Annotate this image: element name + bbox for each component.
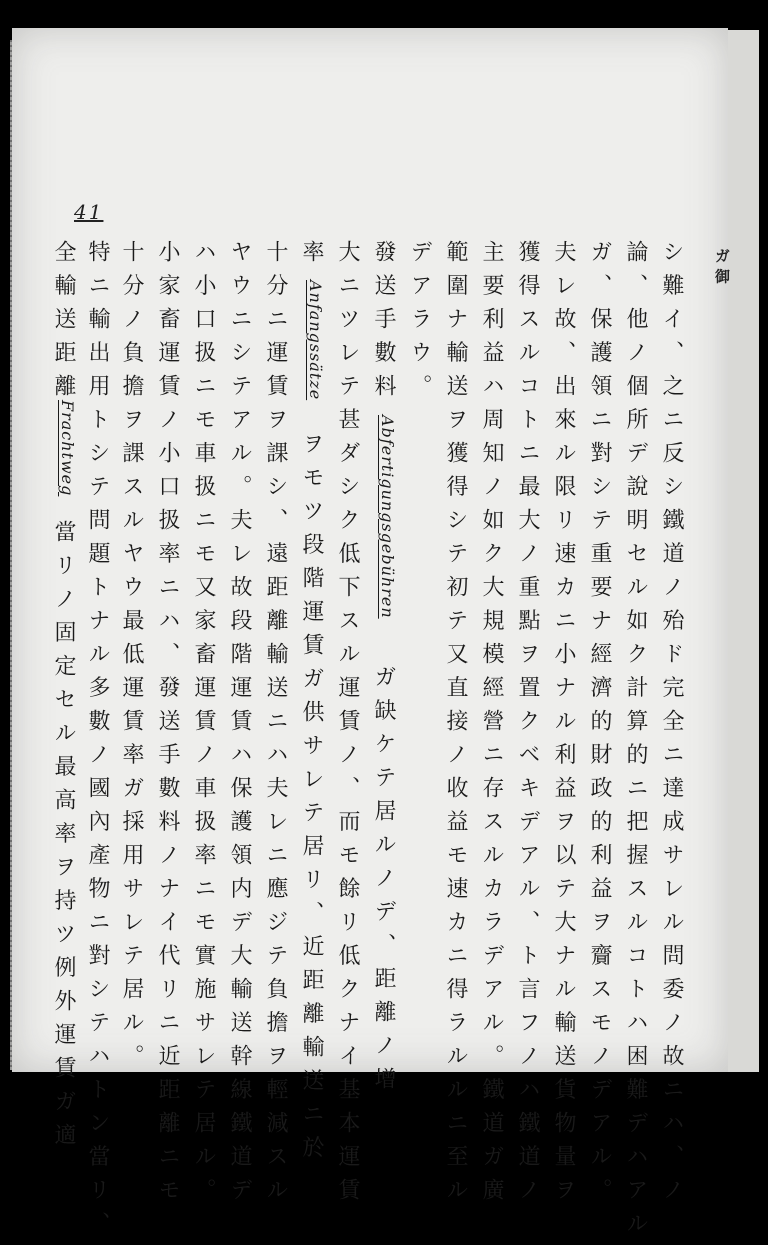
text-column-6: 主要利益ハ周知ノ如ク大規模經營ニ存スルカラデアル。鐵道ガ廣 [479,240,504,1212]
text-column-16: 十分ノ負擔ヲ課スルヤウ最低運賃率ガ採用サレテ居ル。 [119,240,144,1078]
text-column-9-tail: ガ缺ケテ居ルノデ、距離ノ增 [371,665,396,1101]
text-column-3: ガ、保護領ニ對シテ重要ナ經濟的財政的利益ヲ齎スモノデアル。 [587,240,612,1212]
text-column-11-tail: ヲモツ段階運賃ガ供サレテ居リ、近距離輸送ニ於 [299,432,324,1169]
margin-mark: ガ 御 [713,248,731,284]
text-column-2: 論、他ノ個所デ說明セル如ク計算的ニ把握スルコトハ困難デハアル [623,240,648,1245]
term-frachtweg: Frachtweg [58,400,77,497]
text-column-5: 獲得スルコトニ最大ノ重點ヲ置クベキデアル、ト言フノハ鐵道ノ [515,240,540,1212]
text-column-8: デアラウ。 [407,240,432,408]
text-column-13: ヤウニシテアル。夫レ故段階運賃ハ保護領内デ大輸送幹線鐵道デ [227,240,252,1212]
text-column-18-tail: 當リノ固定セル最高率ヲ持ツ例外運賃ガ適 [51,520,76,1157]
text-column-9-head: 發送手數料 [371,240,396,408]
text-column-18-head: 全輸送距離 [51,240,76,408]
term-anfangssaetze: Anfangssätze [306,280,325,401]
text-column-7: 範圍ナ輸送ヲ獲得シテ初テ又直接ノ收益モ速カニ得ラルルニ至ル [443,240,468,1212]
text-column-11-head: 率 [299,240,324,274]
text-column-15: 小家畜運賃ノ小口扱率ニハ、發送手數料ノナイ代リニ近距離ニモ [155,240,180,1212]
text-column-17: 特ニ輸出用トシテ問題トナル多數ノ國內產物ニ對シテハトン當リ、 [85,240,110,1245]
text-column-12: 十分ニ運賃ヲ課シ、遠距離輸送ニハ夫レニ應ジテ負擔ヲ輕減スル [263,240,288,1212]
page-number: 41 [74,200,104,224]
text-column-4: 夫レ故、出來ル限リ速カニ小ナル利益ヲ以テ大ナル輸送貨物量ヲ [551,240,576,1212]
term-abfertigungsgebuehren: Abfertigungsgebühren [378,415,397,619]
text-column-14: ハ小口扱ニモ車扱ニモ又家畜運賃ノ車扱率ニモ實施サレテ居ル。 [191,240,216,1212]
text-column-1: シ難イ、之ニ反シ鐵道ノ殆ド完全ニ達成サレル問委ノ故ニハ、ノ [659,240,684,1212]
text-column-10: 大ニツレテ甚ダシク低下スル運賃ノ、而モ餘リ低クナイ基本運賃 [335,240,360,1212]
